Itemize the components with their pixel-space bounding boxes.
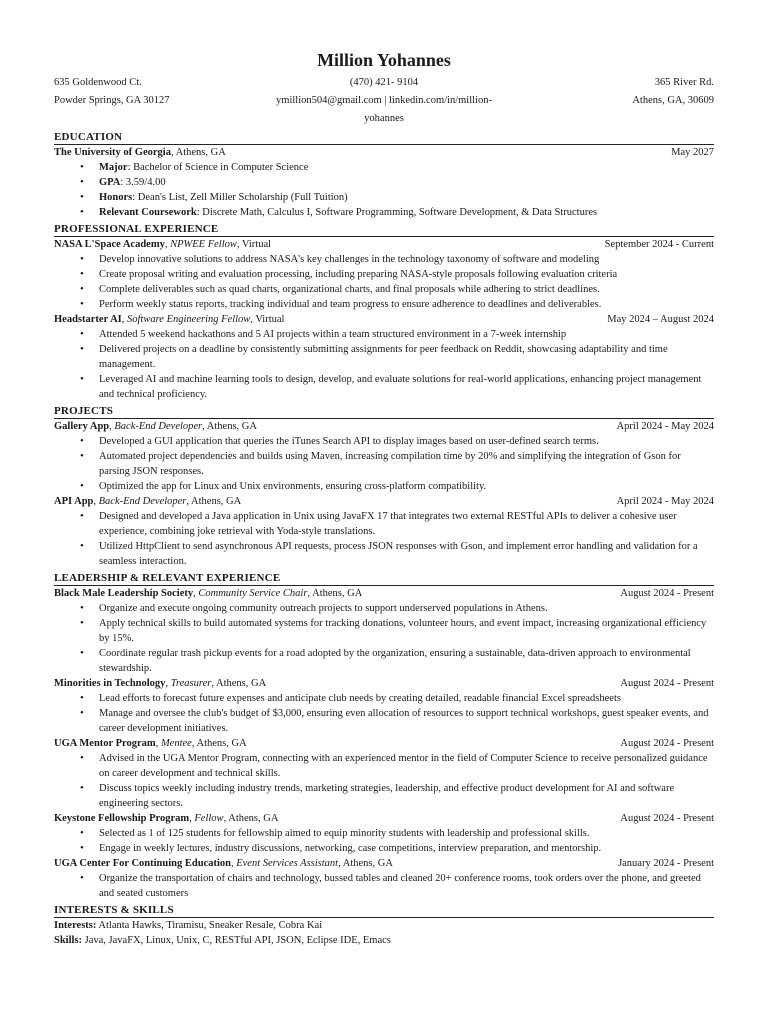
bullet-item: • Perform weekly status reports, tracking individual and team progress to ensure adherence to deadlines and deliverables.	[54, 297, 714, 312]
interests-label: Interests:	[54, 920, 97, 931]
entry-date: May 2024 – August 2024	[607, 314, 714, 325]
entry-bullets	[54, 252, 714, 312]
role-title: Community Service Chair	[198, 588, 308, 599]
entry-head	[54, 736, 714, 751]
education-school-line	[54, 145, 226, 160]
role-title: Software Engineering Fellow	[127, 314, 251, 325]
education-details	[54, 160, 714, 220]
section-title-experience: PROFESSIONAL EXPERIENCE	[54, 222, 714, 237]
school-address-line-2: Athens, GA, 30609	[632, 95, 714, 106]
section-title-projects: PROJECTS	[54, 404, 714, 419]
interests-text: Atlanta Hawks, Tiramisu, Sneaker Resale, Cobra Kai	[96, 920, 323, 931]
entry-location: , Athens, GA	[338, 858, 393, 869]
organization-name: UGA Center For Continuing Education	[54, 858, 231, 869]
education-entry-head	[54, 145, 714, 160]
graduation-date: May 2027	[671, 147, 714, 158]
detail-label: Major	[99, 162, 128, 173]
bullet-item: • Leveraged AI and machine learning tools to design, develop, and evaluate solutions for real-world applications, enhancing project management and technical proficiency.	[54, 372, 714, 402]
entry-title-line: API App, Back-End Developer, Athens, GA	[54, 496, 242, 507]
bullet-item: • Optimized the app for Linux and Unix environments, ensuring cross-platform compatibility.	[54, 479, 714, 494]
section-title-education: EDUCATION	[54, 130, 714, 145]
detail-text: : 3.59/4.00	[120, 177, 166, 188]
candidate-name: Million Yohannes	[317, 50, 451, 70]
entry-bullets	[54, 871, 714, 901]
school-name: The University of Georgia	[54, 147, 171, 158]
experience-entries	[54, 237, 714, 402]
detail-label: GPA	[99, 177, 121, 188]
bullet-item: • Discuss topics weekly including industry trends, marketing strategies, leadership, and effective product development for AI and software engineering sectors.	[54, 781, 714, 811]
organization-name: Minorities in Technology	[54, 678, 166, 689]
leadership-entries	[54, 586, 714, 901]
entry-date: January 2024 - Present	[618, 858, 714, 869]
bullet-item: • Developed a GUI application that queries the iTunes Search API to display images based on user-defined search terms.	[54, 434, 714, 449]
entry-location: , Athens, GA	[223, 813, 279, 824]
bullet-item: • Organize and execute ongoing community outreach projects to support underserved populations in Athens.	[54, 601, 714, 616]
bullet-item: • Create proposal writing and evaluation processing, including preparing NASA-style proposals following evaluation criteria	[54, 267, 714, 282]
entry-date: August 2024 - Present	[620, 813, 714, 824]
entry-date: August 2024 - Present	[620, 738, 714, 749]
organization-name: API App	[54, 496, 94, 507]
entry-head	[54, 856, 714, 871]
detail-text: : Dean's List, Zell Miller Scholarship (Full Tuition)	[132, 192, 348, 203]
role-title: Event Services Assistant	[236, 858, 339, 869]
entry-title-line: Headstarter AI, Software Engineering Fellow, Virtual	[54, 314, 285, 325]
detail-text: : Discrete Math, Calculus I, Software Programming, Software Development, & Data Structures	[196, 207, 598, 218]
entry-head	[54, 494, 714, 509]
entry-bullets	[54, 691, 714, 736]
bullet-item: • Advised in the UGA Mentor Program, connecting with an experienced mentor in the field of Computer Science to receive personalized guidance on career development and technical skills.	[54, 751, 714, 781]
bullet-item: • Utilized HttpClient to send asynchronous API requests, process JSON responses with Gson, and implement error handling and validation for a seamless interaction.	[54, 539, 714, 569]
entry-location: , Athens, GA	[307, 588, 363, 599]
email-linkedin: ymillion504@gmail.com | linkedin.com/in/million-yohannes	[276, 95, 492, 124]
entry-date: April 2024 - May 2024	[616, 421, 714, 432]
bullet-item: • Develop innovative solutions to address NASA's key challenges in the technology taxonomy of software and modeling	[54, 252, 714, 267]
entry-date: August 2024 - Present	[620, 678, 714, 689]
entry-title-line: Minorities in Technology, Treasurer, Athens, GA	[54, 678, 267, 689]
skills-text: Java, JavaFX, Linux, Unix, C, RESTful API, JSON, Eclipse IDE, Emacs	[82, 935, 391, 946]
education-detail	[54, 205, 714, 220]
bullet-item: • Lead efforts to forecast future expenses and anticipate club needs by creating detailed, readable financial Excel spreadsheets	[54, 691, 714, 706]
entry-location: , Athens, GA	[202, 421, 257, 432]
entry-head	[54, 676, 714, 691]
entry-head	[54, 586, 714, 601]
entry-title-line: Gallery App, Back-End Developer, Athens, GA	[54, 421, 257, 432]
role-title: Treasurer	[170, 678, 212, 689]
bullet-item: • Engage in weekly lectures, industry discussions, networking, case competitions, interview preparation, and mentorship.	[54, 841, 714, 856]
entry-title-line: UGA Center For Continuing Education, Event Services Assistant, Athens, GA	[54, 858, 393, 869]
education-detail	[54, 175, 714, 190]
organization-name: UGA Mentor Program	[54, 738, 156, 749]
projects-entries	[54, 419, 714, 569]
role-title: NPWEE Fellow	[170, 239, 237, 250]
bullet-item: • Apply technical skills to build automated systems for tracking donations, volunteer hours, and event impact, increasing organizational efficiency by 15%.	[54, 616, 714, 646]
detail-label: Honors	[99, 192, 133, 203]
entry-location: , Athens, GA	[191, 738, 247, 749]
bullet-item: • Selected as 1 of 125 students for fellowship aimed to equip minority students with leadership and professional skills.	[54, 826, 714, 841]
bullet-item: • Complete deliverables such as quad charts, organizational charts, and final proposals while adhering to strict deadlines.	[54, 282, 714, 297]
entry-date: September 2024 - Current	[604, 239, 714, 250]
entry-date: April 2024 - May 2024	[616, 496, 714, 507]
entry-bullets	[54, 509, 714, 569]
entry-location: , Athens, GA	[186, 496, 242, 507]
role-title: Back-End Developer	[114, 421, 203, 432]
entry-title-line: Black Male Leadership Society, Community Service Chair, Athens, GA	[54, 588, 363, 599]
entry-head	[54, 312, 714, 327]
organization-name: Headstarter AI	[54, 314, 122, 325]
bullet-item: • Coordinate regular trash pickup events for a road adopted by the organization, ensuring a sustainable, data-driven approach to environmental stewardship.	[54, 646, 714, 676]
entry-title-line: NASA L'Space Academy, NPWEE Fellow, Virtual	[54, 239, 272, 250]
section-title-leadership: LEADERSHIP & RELEVANT EXPERIENCE	[54, 571, 714, 586]
organization-name: Gallery App	[54, 421, 110, 432]
role-title: Back-End Developer	[98, 496, 187, 507]
education-detail	[54, 160, 714, 175]
bullet-item: • Automated project dependencies and builds using Maven, increasing compilation time by 20% and simplifying the integration of Gson for parsing JSON responses.	[54, 449, 714, 479]
skills-line	[54, 933, 714, 948]
home-address-line-2: Powder Springs, GA 30127	[54, 95, 170, 106]
entry-date: August 2024 - Present	[620, 588, 714, 599]
school-location: , Athens, GA	[170, 147, 226, 158]
detail-label: Relevant Coursework	[99, 207, 197, 218]
home-address-line-1: 635 Goldenwood Ct.	[54, 77, 142, 88]
bullet-item: • Attended 5 weekend hackathons and 5 AI projects within a team structured environment in a 7-week internship	[54, 327, 714, 342]
education-detail	[54, 190, 714, 205]
entry-head	[54, 237, 714, 252]
entry-bullets	[54, 751, 714, 811]
interests-line	[54, 918, 714, 933]
bullet-item: • Organize the transportation of chairs and technology, bussed tables and cleaned 20+ conference rooms, took orders over the phone, and greeted and seated customers	[54, 871, 714, 901]
skills-label: Skills:	[54, 935, 83, 946]
role-title: Mentee	[160, 738, 192, 749]
entry-title-line: Keystone Fellowship Program, Fellow, Athens, GA	[54, 813, 279, 824]
detail-text: : Bachelor of Science in Computer Science	[127, 162, 309, 173]
contact-block	[54, 74, 714, 128]
entry-head	[54, 811, 714, 826]
entry-bullets	[54, 327, 714, 402]
entry-bullets	[54, 826, 714, 856]
bullet-item: • Designed and developed a Java application in Unix using JavaFX 17 that integrates two external RESTful APIs to deliver a cohesive user experience, combining joke retrieval with Yoda-style translations.	[54, 509, 714, 539]
school-address-line-1: 365 River Rd.	[654, 77, 714, 88]
organization-name: NASA L'Space Academy	[54, 239, 165, 250]
bullet-item: • Delivered projects on a deadline by consistently submitting assignments for peer feedback on Reddit, showcasing adaptability and time management.	[54, 342, 714, 372]
entry-bullets	[54, 601, 714, 676]
organization-name: Black Male Leadership Society	[54, 588, 194, 599]
entry-bullets	[54, 434, 714, 494]
section-title-skills: INTERESTS & SKILLS	[54, 903, 714, 918]
entry-location: , Virtual	[236, 239, 272, 250]
bullet-item: • Manage and oversee the club's budget of $3,000, ensuring even allocation of resources to support technical workshops, guest speaker events, and career development initiatives.	[54, 706, 714, 736]
entry-location: , Virtual	[250, 314, 285, 325]
organization-name: Keystone Fellowship Program	[54, 813, 190, 824]
entry-head	[54, 419, 714, 434]
role-title: Fellow	[194, 813, 224, 824]
entry-title-line: UGA Mentor Program, Mentee, Athens, GA	[54, 738, 247, 749]
phone-number: (470) 421- 9104	[349, 77, 419, 88]
entry-location: , Athens, GA	[211, 678, 267, 689]
